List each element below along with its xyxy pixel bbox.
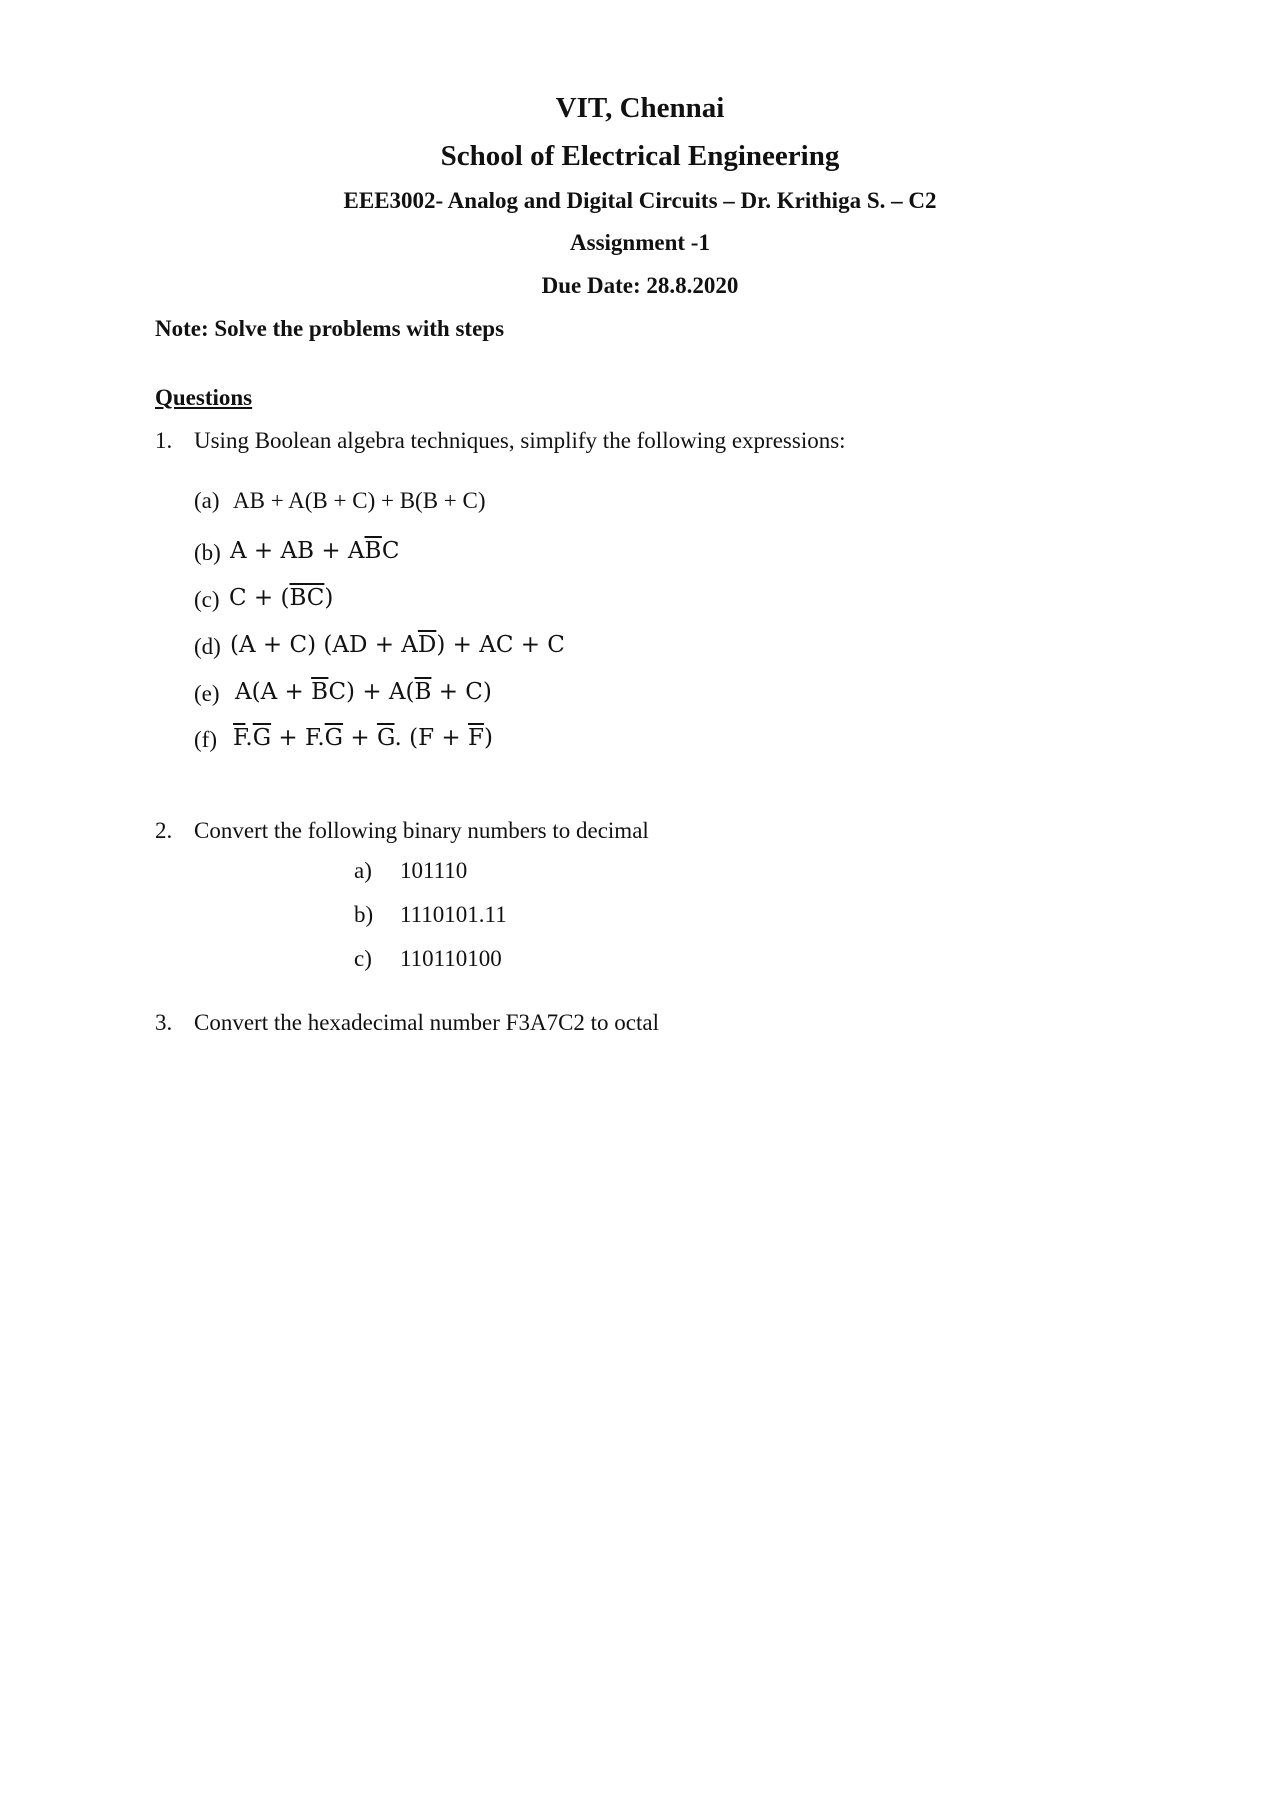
question-3-number: 3. (155, 1010, 173, 1035)
q1-item-a-label: (a) (194, 488, 220, 513)
course-title: EEE3002- Analog and Digital Circuits – Dr. Krithiga S. – C2 (343, 188, 937, 213)
q1-item-f-expr: $\overline{F}.\overline{G} + F.\overline{G} + \overline{G}$. $(F + \overline{F})$ (233, 725, 493, 751)
note: Note: Solve the problems with steps (155, 316, 505, 341)
question-2-text: Convert the following binary numbers to decimal (194, 818, 649, 843)
q1-item-b-label: (b) (194, 540, 221, 565)
assignment-title: Assignment -1 (570, 230, 710, 255)
q1-item-a-expr: AB + A(B + C) + B(B + C) (233, 488, 486, 513)
q1-item-d-label: (d) (194, 634, 221, 659)
institution-title: VIT, Chennai (555, 92, 725, 124)
q1-item-c-expr: $C + (\overline{BC})$ (229, 585, 334, 611)
q1-item-b-expr: A + AB + $A\overline{B}C$ (230, 538, 400, 564)
school-title: School of Electrical Engineering (440, 140, 840, 172)
q2-item-c-label: c) (354, 946, 372, 971)
q1-item-d-expr: (A + C) $(AD + A\overline{D})$ + AC + C (230, 632, 565, 658)
q2-item-a-value: 101110 (400, 858, 468, 883)
questions-heading: Questions (155, 385, 253, 410)
q1-item-c-label: (c) (194, 587, 220, 612)
q1-item-e-label: (e) (194, 681, 220, 706)
q2-item-b-label: b) (354, 902, 374, 927)
question-3-text: Convert the hexadecimal number F3A7C2 to octal (194, 1010, 659, 1035)
question-2-number: 2. (155, 818, 173, 843)
q1-item-f-label: (f) (194, 727, 217, 752)
q2-item-a-label: a) (354, 858, 372, 883)
question-1-number: 1. (155, 428, 173, 453)
q2-item-b-value: 1110101.11 (400, 902, 507, 927)
q2-item-c-value: 110110100 (400, 946, 502, 971)
due-date: Due Date: 28.8.2020 (541, 273, 739, 298)
question-1-text: Using Boolean algebra techniques, simplify the following expressions: (194, 428, 846, 453)
q1-item-e-expr: $A(A + \overline{B}C) + A(\overline{B} + C)$ (235, 679, 492, 705)
